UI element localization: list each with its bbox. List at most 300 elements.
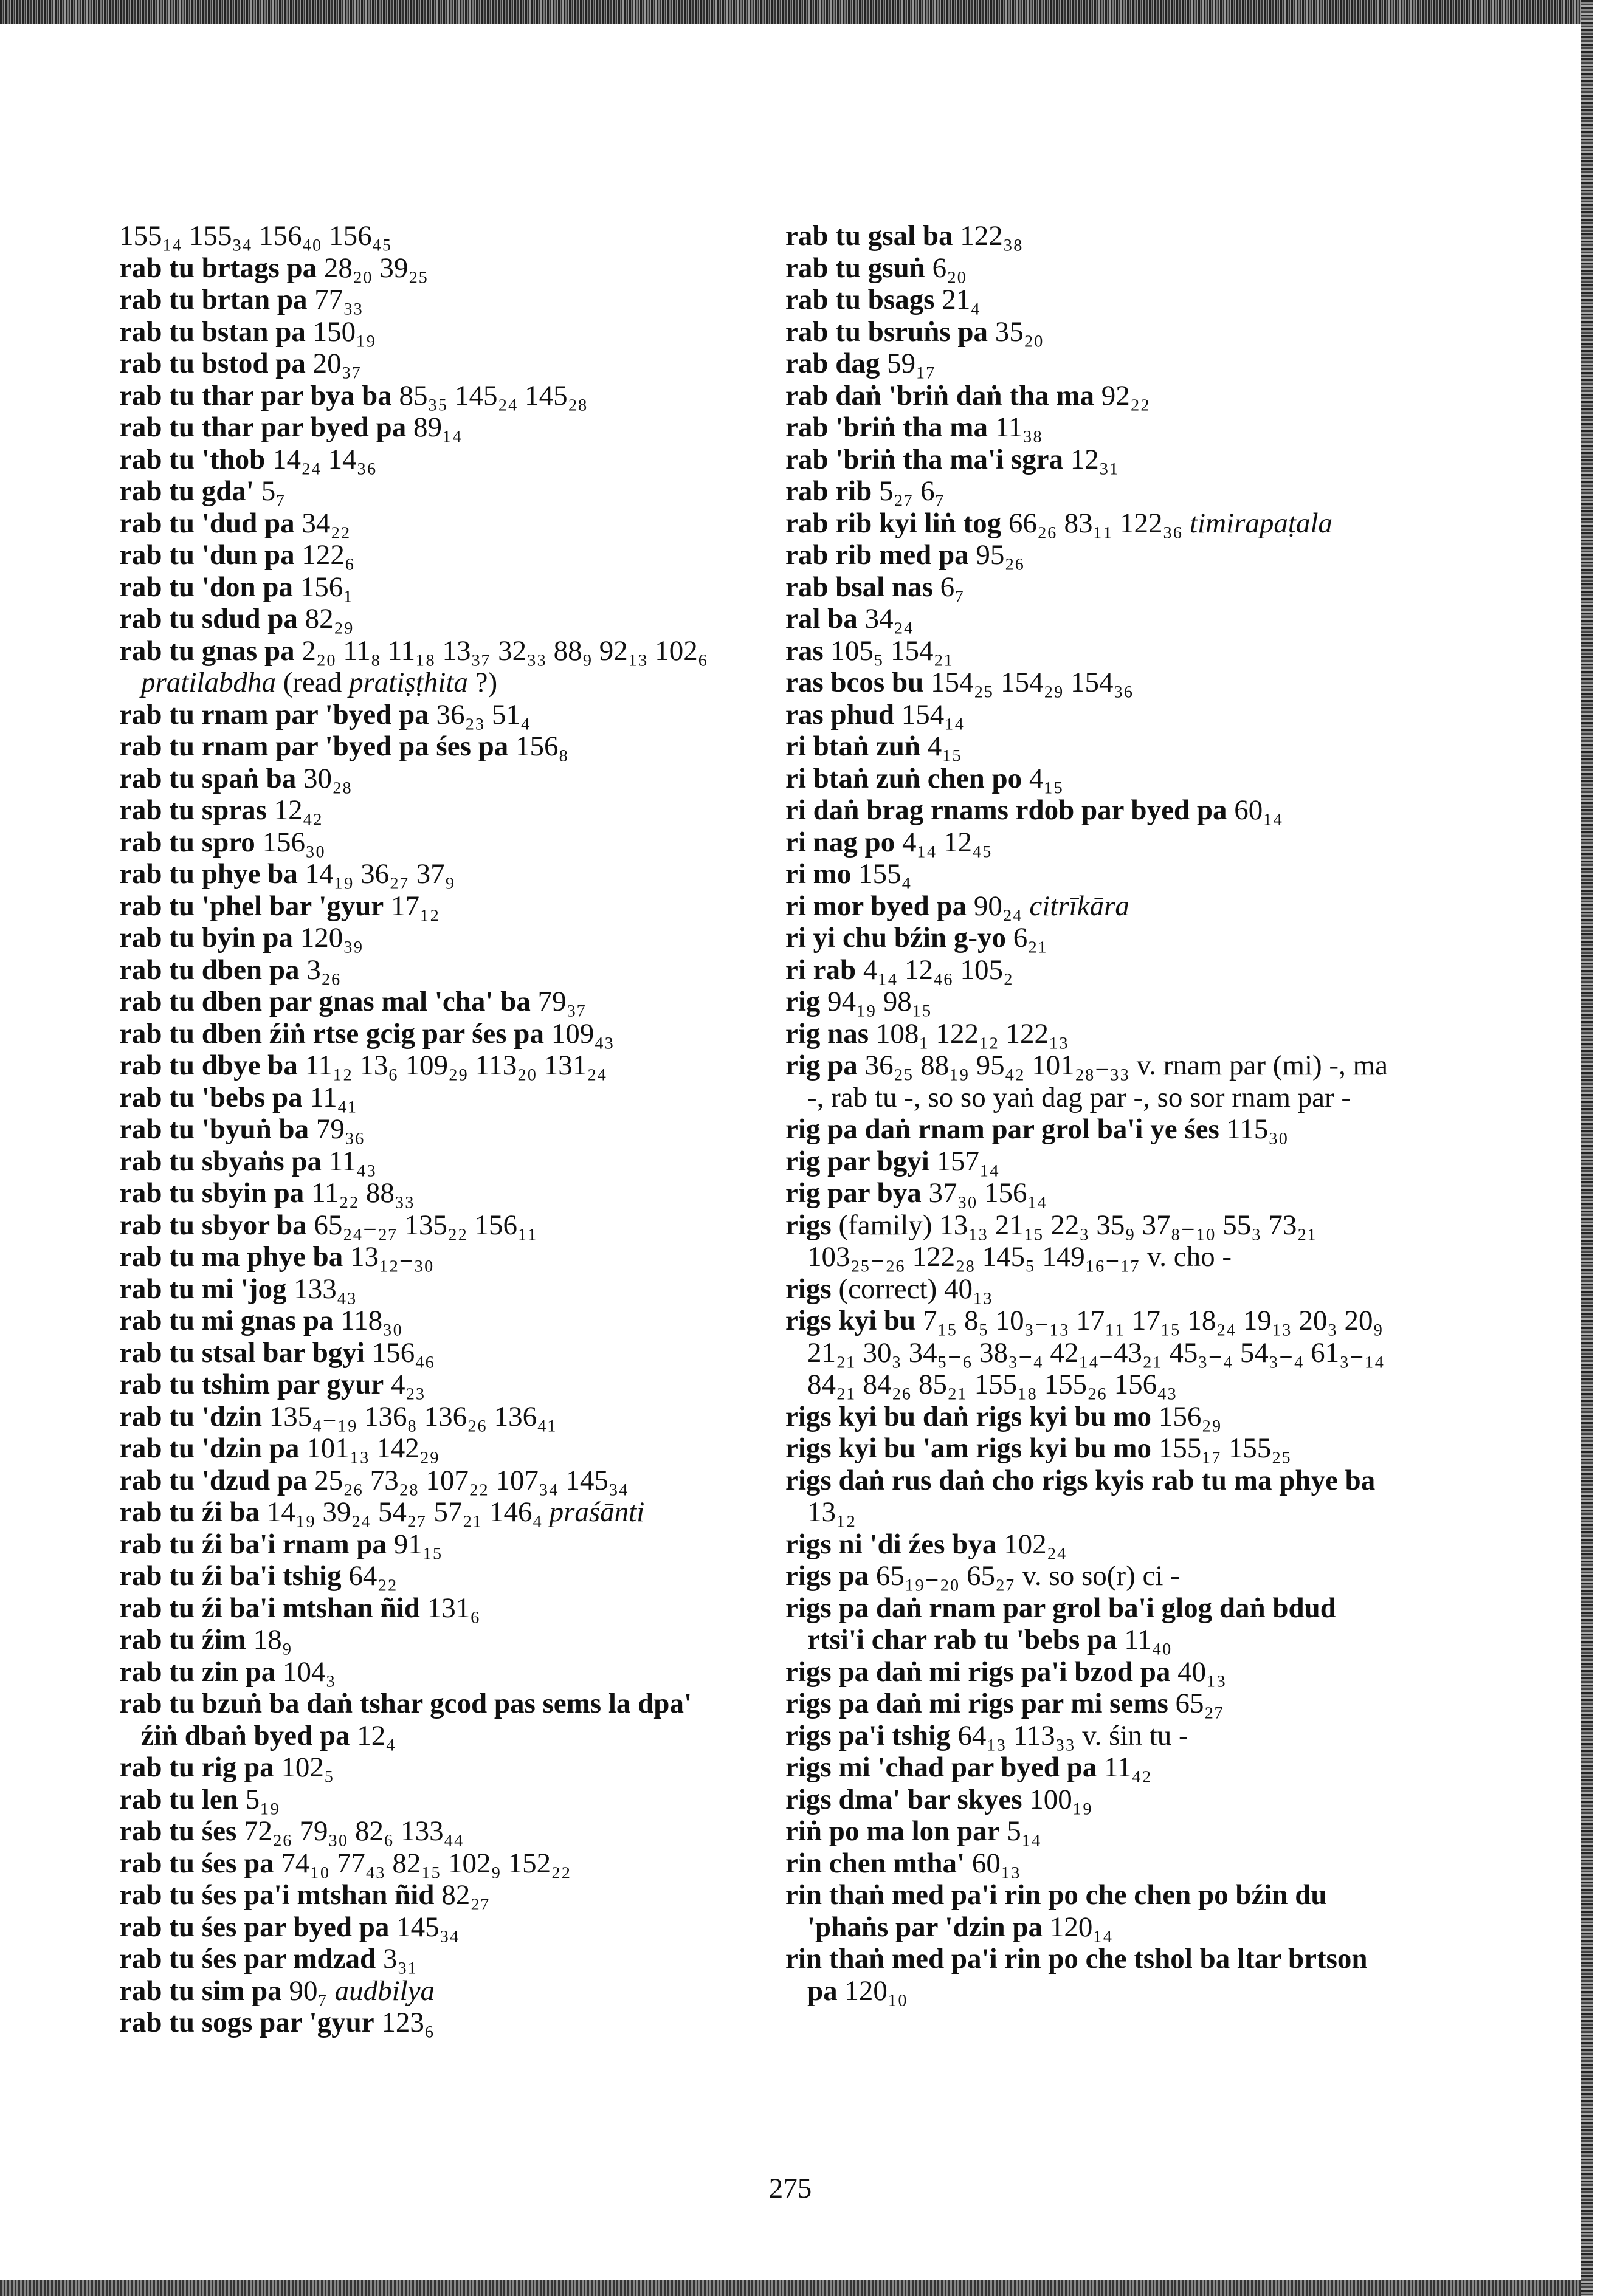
index-headword: rin chen mtha' [785, 1847, 965, 1879]
index-references: 101₁₃ 142₂₉ [306, 1432, 440, 1464]
index-references: 122₆ [302, 539, 355, 571]
index-references: 94₁₉ 98₁₅ [827, 986, 932, 1017]
index-references: 90₇ [289, 1975, 328, 2007]
index-references: (family) 13₁₃ 21₁₅ 22₃ 35₉ 37₈₋₁₀ 55₃ 73₂₁ 103₂₅₋₂₆ 122₂₈ 145₅ 149₁₆₋₁₇ v. cho - [807, 1209, 1317, 1273]
index-column-left [119, 220, 727, 2039]
index-references: 91₁₅ [393, 1528, 443, 1560]
index-headword: rab tu śes par mdzad [119, 1943, 376, 1975]
index-headword: rab tu śes [119, 1815, 237, 1847]
index-headword: rab bsal nas [785, 571, 933, 603]
index-references: 79₃₆ [315, 1113, 365, 1145]
index-references: 5₁₄ [1007, 1815, 1041, 1847]
index-entry [785, 1273, 1393, 1305]
index-entry [785, 1018, 1393, 1050]
index-references: 18₉ [253, 1624, 292, 1655]
index-entry [119, 252, 727, 284]
index-references: 3₃₁ [382, 1943, 418, 1975]
index-headword: rab tu źi ba'i tshig [119, 1560, 342, 1592]
index-entry [119, 1943, 727, 1975]
index-column-right [785, 220, 1393, 2007]
index-headword: rab tu 'dzud pa [119, 1464, 308, 1496]
index-headword: rab tu gsuṅ [785, 252, 925, 284]
index-headword: rab tu bstod pa [119, 348, 306, 379]
index-references: 4₁₄ 12₄₆ 105₂ [863, 954, 1013, 986]
index-references: (read [275, 667, 349, 698]
index-references: 72₂₆ 79₃₀ 82₆ 133₄₄ [243, 1815, 464, 1847]
index-references: 131₆ [427, 1592, 480, 1624]
index-entry [785, 1656, 1393, 1688]
index-references: 14₁₉ 39₂₄ 54₂₇ 57₂₁ 146₄ [266, 1496, 542, 1528]
index-headword: rab tu len [119, 1783, 238, 1815]
index-references: 118₃₀ [340, 1305, 402, 1336]
index-entry [785, 730, 1393, 763]
index-headword: rab tu thar par bya ba [119, 379, 392, 411]
index-headword: riṅ po ma lon par [785, 1815, 1000, 1847]
index-entry [119, 1496, 727, 1528]
index-entry [119, 444, 727, 476]
index-headword: rin thaṅ med pa'i rin po che tshol ba ltar brtson pa [785, 1943, 1368, 2007]
index-entry [119, 1337, 727, 1369]
index-entry [119, 858, 727, 890]
index-entry [119, 1751, 727, 1784]
index-headword: rigs dma' bar skyes [785, 1783, 1022, 1815]
index-references: 133₄₃ [294, 1273, 357, 1305]
index-entry [119, 730, 727, 763]
index-references: 12₄₂ [274, 794, 323, 826]
index-headword: rigs kyi bu 'am rigs kyi bu mo [785, 1432, 1151, 1464]
index-headword: rab 'briṅ tha ma [785, 411, 988, 443]
index-headword: rab tu brtan pa [119, 284, 308, 315]
index-entry [119, 1018, 727, 1050]
index-references: 36₂₅ 88₁₉ 95₄₂ 101₂₈₋₃₃ v. rnam par (mi) -, ma -, rab tu -, so so yaṅ dag par -, so sor rnam par - [807, 1050, 1388, 1113]
index-headword: rigs [785, 1209, 832, 1241]
index-references: 6₇ [940, 571, 965, 603]
index-entry [119, 1305, 727, 1337]
index-headword: rigs kyi bu [785, 1305, 916, 1336]
index-references: 154₁₄ [901, 698, 964, 730]
index-references: 60₁₄ [1234, 794, 1283, 826]
index-references: 30₂₈ [303, 762, 352, 794]
index-entry [119, 1401, 727, 1433]
index-entry [785, 1432, 1393, 1465]
index-references: 28₂₀ 39₂₅ [323, 252, 429, 284]
index-references: 40₁₃ [1177, 1655, 1226, 1688]
index-headword: rab tu sbyor ba [119, 1209, 307, 1241]
index-references: 156₂₉ [1158, 1400, 1222, 1432]
index-references: 156₃₀ [262, 826, 325, 858]
index-references: 155₄ [858, 858, 911, 890]
index-headword: rig pa daṅ rnam par grol ba'i ye śes [785, 1113, 1219, 1145]
index-headword: rab tu bstan pa [119, 315, 306, 348]
index-references: ?) [467, 667, 498, 698]
index-entry [119, 954, 727, 986]
index-headword: rab tu zin pa [119, 1655, 276, 1688]
index-entry [119, 1528, 727, 1561]
index-references: 37₃₀ 156₁₄ [928, 1177, 1047, 1209]
index-entry [119, 1465, 727, 1497]
index-references: 109₄₃ [551, 1017, 614, 1050]
index-references: 154₂₅ 154₂₉ 154₃₆ [930, 667, 1134, 698]
sanskrit-gloss: praśānti [549, 1496, 645, 1528]
index-entry [785, 1784, 1393, 1816]
index-references: 14₂₄ 14₃₆ [272, 443, 377, 475]
index-entry [785, 316, 1393, 348]
index-references: 135₄₋₁₉ 136₈ 136₂₆ 136₄₁ [269, 1400, 557, 1432]
index-entry [119, 220, 727, 252]
index-headword: rab rib med pa [785, 539, 969, 571]
index-references: 4₁₅ [927, 730, 962, 762]
index-references: 64₁₃ 113₃₃ v. śin tu - [957, 1719, 1188, 1751]
index-entry [785, 1560, 1393, 1592]
index-references: 65₂₇ [1175, 1688, 1224, 1719]
index-entry [119, 1050, 727, 1082]
index-headword: rab tu 'dud pa [119, 507, 295, 539]
index-entry [785, 954, 1393, 986]
index-headword: rab tu bsruṅs pa [785, 315, 988, 348]
index-entry [785, 411, 1393, 444]
index-references: 17₁₂ [391, 890, 440, 922]
index-references: 11₄₃ [328, 1145, 376, 1177]
index-headword: rab tu śes pa [119, 1847, 274, 1879]
index-entry [119, 1879, 727, 1911]
index-entry [785, 1815, 1393, 1847]
scan-border-bottom [0, 2280, 1581, 2296]
index-entry [785, 858, 1393, 890]
index-entry [785, 794, 1393, 827]
index-entry [785, 284, 1393, 316]
index-headword: rab tu dben pa [119, 954, 300, 986]
index-references: 36₂₃ 51₄ [436, 698, 531, 730]
index-references: 82₂₉ [305, 603, 354, 634]
index-references: 11₄₂ [1104, 1751, 1152, 1783]
index-references: 11₂₂ 88₃₃ [311, 1177, 415, 1209]
index-entry [785, 1465, 1393, 1528]
index-headword: rab rib [785, 475, 872, 507]
index-references: 155₁₄ 155₃₄ 156₄₀ 156₄₅ [119, 220, 392, 252]
index-entry [785, 348, 1393, 380]
index-headword: rig pa [785, 1050, 858, 1081]
index-headword: ri daṅ brag rnams rdob par byed pa [785, 794, 1227, 826]
scan-border-right [1581, 0, 1593, 2296]
index-references: 156₈ [515, 730, 568, 762]
index-entry [785, 252, 1393, 284]
index-headword: rin thaṅ med pa'i rin po che chen po bźin du 'phaṅs par 'dzin pa [785, 1879, 1327, 1943]
index-headword: ras phud [785, 698, 894, 730]
index-references: 105₅ 154₂₁ [830, 634, 954, 667]
index-headword: rab tu dben źiṅ rtse gcig par śes pa [119, 1017, 544, 1050]
index-entry [119, 1209, 727, 1242]
index-references: 90₂₄ [973, 890, 1022, 922]
index-references: 34₂₄ [864, 603, 914, 634]
sanskrit-gloss: citrīkāra [1029, 890, 1129, 922]
index-entry [785, 1146, 1393, 1178]
index-entry [119, 348, 727, 380]
index-headword: ri rab [785, 954, 857, 986]
index-references: 156₄₆ [371, 1336, 435, 1369]
index-entry [785, 922, 1393, 954]
index-headword: rab tu bzuṅ ba daṅ tshar gcod pas sems la dpa' źiṅ dbaṅ byed pa [119, 1688, 692, 1751]
index-headword: ri nag po [785, 826, 895, 858]
index-headword: rab tu 'dzin pa [119, 1432, 300, 1464]
index-references: 65₂₄₋₂₇ 135₂₂ 156₁₁ [314, 1209, 537, 1241]
index-headword: rab daṅ 'briṅ daṅ tha ma [785, 379, 1095, 411]
index-entry [785, 1177, 1393, 1209]
index-headword: rab tu źi ba'i mtshan ñid [119, 1592, 420, 1624]
index-headword: rig par bya [785, 1177, 922, 1209]
index-entry [785, 890, 1393, 923]
index-headword: ras [785, 634, 824, 667]
index-headword: rigs pa daṅ mi rigs pa'i bzod pa [785, 1655, 1171, 1688]
index-references: 74₁₀ 77₄₃ 82₁₅ 102₉ 152₂₂ [281, 1847, 571, 1879]
index-entry [119, 922, 727, 954]
index-references: 120₁₄ [1049, 1911, 1113, 1943]
index-entry [119, 1082, 727, 1114]
index-headword: rab tu śes pa'i mtshan ñid [119, 1879, 435, 1911]
index-entry [119, 827, 727, 859]
index-entry [785, 986, 1393, 1018]
index-headword: ras bcos bu [785, 667, 924, 698]
index-references: 89₁₄ [413, 411, 462, 443]
index-entry [119, 284, 727, 316]
index-references: 14₁₉ 36₂₇ 37₉ [305, 858, 455, 890]
index-entry [119, 1146, 727, 1178]
index-entry [785, 507, 1393, 540]
index-entry [119, 411, 727, 444]
index-headword: rab tu bsags [785, 284, 935, 315]
index-references: 145₃₄ [396, 1911, 460, 1943]
index-entry [119, 1241, 727, 1273]
index-references: 25₂₆ 73₂₈ 107₂₂ 107₃₄ 145₃₄ [314, 1464, 629, 1496]
index-entry [119, 1847, 727, 1880]
index-references: 20₃₇ [312, 348, 362, 379]
index-headword: rab tu sbyaṅs pa [119, 1145, 322, 1177]
index-headword: rigs [785, 1273, 832, 1305]
index-entry [119, 316, 727, 348]
index-references: (correct) 40₁₃ [838, 1273, 993, 1305]
index-entry [785, 571, 1393, 603]
index-references: 13₁₂ [807, 1496, 856, 1528]
index-entry [119, 1113, 727, 1146]
index-entry [119, 603, 727, 635]
index-references: 79₃₇ [537, 986, 587, 1017]
index-headword: rab tu dben par gnas mal 'cha' ba [119, 986, 531, 1017]
index-entry [119, 763, 727, 795]
index-entry [119, 1815, 727, 1847]
index-references: 66₂₆ 83₁₁ 122₃₆ [1008, 507, 1183, 539]
index-headword: rab tu thar par byed pa [119, 411, 407, 443]
index-references: 92₂₂ [1101, 379, 1150, 411]
index-headword: rab tu źi ba'i rnam pa [119, 1528, 387, 1560]
index-references: 59₁₇ [887, 348, 936, 379]
index-entry [785, 667, 1393, 699]
index-references: 5₁₉ [245, 1783, 280, 1815]
index-entry [785, 220, 1393, 252]
index-references: 82₂₇ [441, 1879, 490, 1911]
sanskrit-gloss: pratilabdha [141, 667, 276, 698]
index-entry [785, 635, 1393, 667]
index-headword: rigs kyi bu daṅ rigs kyi bu mo [785, 1400, 1152, 1432]
index-entry [785, 1209, 1393, 1273]
index-headword: rigs pa daṅ rnam par grol ba'i glog daṅ bdud rtsi'i char rab tu 'bebs pa [785, 1592, 1336, 1655]
index-headword: rab dag [785, 348, 880, 379]
index-headword: rigs pa'i tshig [785, 1719, 951, 1751]
index-entry [119, 571, 727, 603]
index-headword: rab tu 'don pa [119, 571, 294, 603]
index-references: 108₁ 122₁₂ 122₁₃ [875, 1017, 1069, 1050]
index-entry [785, 1401, 1393, 1433]
index-references: 35₂₀ [995, 315, 1044, 348]
index-references: 102₂₄ [1004, 1528, 1067, 1560]
index-headword: rab tu rnam par 'byed pa śes pa [119, 730, 509, 762]
index-references: 3₂₆ [306, 954, 341, 986]
index-headword: rab tu gnas pa [119, 634, 295, 667]
index-headword: rab tu tshim par gyur [119, 1369, 384, 1400]
index-entry [119, 794, 727, 827]
index-headword: ri mor byed pa [785, 890, 967, 922]
index-headword: ri mo [785, 858, 852, 890]
index-entry [119, 1688, 727, 1751]
index-references: 6₂₁ [1013, 922, 1047, 954]
index-entry [119, 507, 727, 540]
index-entry [119, 1177, 727, 1209]
index-references: 11₃₈ [995, 411, 1043, 443]
index-entry [785, 1879, 1393, 1943]
index-headword: rab tu spro [119, 826, 255, 858]
index-references: 11₁₂ 13₆ 109₂₉ 113₂₀ 131₂₄ [305, 1050, 607, 1081]
index-headword: ri btaṅ zuṅ [785, 730, 920, 762]
index-references: 156₁ [300, 571, 353, 603]
index-references: 5₇ [261, 475, 286, 507]
index-headword: ri yi chu bźin g-yo [785, 922, 1006, 954]
index-references: 102₅ [281, 1751, 334, 1783]
index-references: 77₃₃ [314, 284, 364, 315]
index-entry [119, 539, 727, 571]
index-entry [119, 1784, 727, 1816]
index-headword: rab tu 'byuṅ ba [119, 1113, 309, 1145]
index-headword: rab tu spaṅ ba [119, 762, 297, 794]
index-entry [119, 1911, 727, 1944]
index-headword: rab tu gsal ba [785, 220, 953, 252]
index-references: 122₃₈ [960, 220, 1023, 252]
index-headword: rab tu sogs par 'gyur [119, 2007, 374, 2038]
index-references: 104₃ [283, 1655, 336, 1688]
index-entry [785, 699, 1393, 731]
index-entry [119, 890, 727, 923]
index-entry [785, 1113, 1393, 1146]
index-entry [785, 827, 1393, 859]
index-headword: rab tu brtags pa [119, 252, 317, 284]
index-headword: rab tu sim pa [119, 1975, 282, 2007]
sanskrit-gloss: pratiṣṭhita [349, 667, 468, 698]
index-headword: rab tu byin pa [119, 922, 294, 954]
index-references: 12₃₁ [1070, 443, 1119, 475]
index-entry [119, 1656, 727, 1688]
index-headword: ral ba [785, 603, 858, 634]
index-headword: rigs pa [785, 1560, 869, 1592]
index-entry [119, 1432, 727, 1465]
index-references: 7₁₅ 8₅ 10₃₋₁₃ 17₁₁ 17₁₅ 18₂₄ 19₁₃ 20₃ 20₉ 21₂₁ 30₃ 34₅₋₆ 38₃₋₄ 42₁₄₋43₂₁ 45₃₋₄ 54₃₋₄ 61₃₋₁₄ 84₂₁ 84₂₆ 85₂₁ 155₁₈ 155₂₆ 156₄₃ [807, 1305, 1385, 1400]
index-references: 2₂₀ 11₈ 11₁₈ 13₃₇ 32₃₃ 88₉ 92₁₃ 102₆ [302, 634, 708, 667]
index-entry [119, 1624, 727, 1656]
index-headword: rab tu śes par byed pa [119, 1911, 390, 1943]
index-references: 11₄₀ [1124, 1624, 1172, 1655]
index-references: 155₁₇ 155₂₅ [1158, 1432, 1292, 1464]
index-headword: rigs mi 'chad par byed pa [785, 1751, 1097, 1783]
index-entry [119, 475, 727, 507]
index-headword: rab tu sdud pa [119, 603, 298, 634]
index-headword: rab tu 'dzin [119, 1400, 263, 1432]
index-entry [119, 699, 727, 731]
index-headword: rig par bgyi [785, 1145, 929, 1177]
index-references: 13₁₂₋₃₀ [350, 1241, 434, 1273]
index-headword: rab tu 'thob [119, 443, 266, 475]
index-references: 120₁₀ [844, 1975, 908, 2007]
index-headword: rab tu ma phye ba [119, 1241, 343, 1273]
index-headword: rab tu 'phel bar 'gyur [119, 890, 384, 922]
index-headword: rab tu 'bebs pa [119, 1081, 303, 1113]
index-references: 34₂₂ [302, 507, 351, 539]
index-headword: rab tu rnam par 'byed pa [119, 698, 429, 730]
index-headword: rab tu źim [119, 1624, 246, 1655]
index-headword: rab tu spras [119, 794, 267, 826]
index-entry [119, 380, 727, 412]
index-headword: rab 'briṅ tha ma'i sgra [785, 443, 1063, 475]
index-references: 11₄₁ [309, 1081, 357, 1113]
index-headword: rab tu rig pa [119, 1751, 274, 1783]
index-entry [785, 539, 1393, 571]
index-entry [119, 1975, 727, 2007]
index-references: 4₂₃ [390, 1369, 426, 1400]
index-references: 123₆ [381, 2007, 435, 2038]
index-entry [785, 444, 1393, 476]
index-headword: rigs ni 'di źes bya [785, 1528, 997, 1560]
index-headword: rig [785, 986, 821, 1017]
index-entry [785, 763, 1393, 795]
index-entry [119, 635, 727, 699]
scan-border-top [0, 0, 1581, 24]
index-headword: rab tu sbyin pa [119, 1177, 305, 1209]
index-references: 60₁₃ [971, 1847, 1021, 1879]
index-entry [119, 1273, 727, 1305]
index-references: 157₁₄ [936, 1145, 999, 1177]
sanskrit-gloss: timirapaṭala [1190, 507, 1333, 539]
index-headword: rab tu gda' [119, 475, 254, 507]
index-references: 115₃₀ [1226, 1113, 1289, 1145]
index-entry [785, 1528, 1393, 1561]
index-headword: ri btaṅ zuṅ chen po [785, 762, 1022, 794]
index-entry [785, 475, 1393, 507]
index-references: 120₃₉ [300, 922, 364, 954]
index-references: 85₃₅ 145₂₄ 145₂₈ [399, 379, 588, 411]
index-entry [785, 1592, 1393, 1656]
index-headword: rigs daṅ rus daṅ cho rigs kyis rab tu ma phye ba [785, 1464, 1376, 1496]
index-entry [785, 1943, 1393, 2007]
index-headword: rab tu phye ba [119, 858, 298, 890]
index-headword: rigs pa daṅ mi rigs par mi sems [785, 1688, 1168, 1719]
index-entry [119, 1560, 727, 1592]
index-references: 5₂₇ 6₇ [879, 475, 945, 507]
index-references: 150₁₉ [312, 315, 376, 348]
index-references: 4₁₄ 12₄₅ [901, 826, 992, 858]
index-entry [119, 1592, 727, 1624]
index-references: 21₄ [942, 284, 981, 315]
index-entry [785, 603, 1393, 635]
index-headword: rab tu stsal bar bgyi [119, 1336, 365, 1369]
index-references: 100₁₉ [1029, 1783, 1092, 1815]
index-entry [785, 1751, 1393, 1784]
index-references: 4₁₅ [1029, 762, 1064, 794]
index-entry [785, 380, 1393, 412]
